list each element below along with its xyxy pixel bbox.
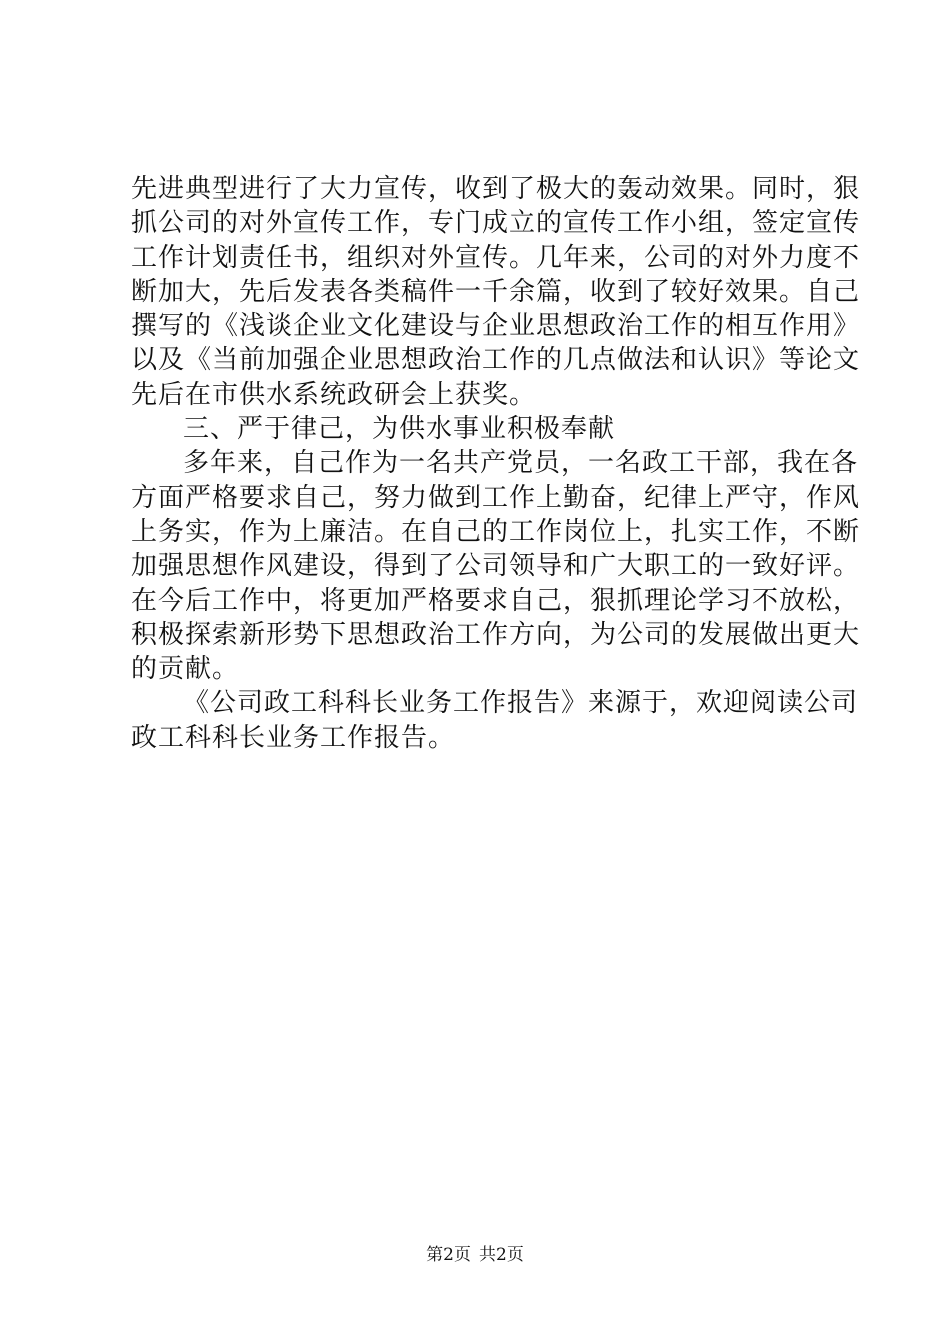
text-line: 上务实，作为上廉洁。在自己的工作岗位上，扎实工作，不断 bbox=[131, 516, 861, 547]
paragraph-source bbox=[131, 686, 859, 755]
text-line: 多年来，自己作为一名共产党员，一名政工干部，我在各 bbox=[183, 448, 859, 479]
page-footer bbox=[0, 1244, 950, 1266]
text-line: 加强思想作风建设，得到了公司领导和广大职工的一致好评。 bbox=[131, 551, 861, 582]
text-line: 先后在市供水系统政研会上获奖。 bbox=[131, 379, 537, 410]
text-line: 先进典型进行了大力宣传，收到了极大的轰动效果。同时，狠 bbox=[131, 174, 861, 204]
page-number: 第2页 bbox=[426, 1245, 471, 1265]
text-line: 的贡献。 bbox=[131, 654, 240, 685]
paragraph-self-discipline bbox=[131, 446, 861, 686]
text-line: 《公司政工科科长业务工作报告》来源于，欢迎阅读公司 bbox=[183, 688, 859, 719]
page-total: 共2页 bbox=[479, 1245, 524, 1265]
paragraph-continuation bbox=[131, 172, 861, 412]
document-body bbox=[131, 172, 861, 755]
text-line: 以及《当前加强企业思想政治工作的几点做法和认识》等论文 bbox=[131, 345, 861, 376]
text-line: 方面严格要求自己，努力做到工作上勤奋，纪律上严守，作风 bbox=[131, 482, 861, 513]
text-line: 撰写的《浅谈企业文化建设与企业思想政治工作的相互作用》 bbox=[131, 311, 861, 342]
text-line: 工作计划责任书，组织对外宣传。几年来，公司的对外力度不 bbox=[131, 242, 861, 273]
text-line: 三、严于律己，为供水事业积极奉献 bbox=[183, 414, 616, 445]
text-line: 在今后工作中，将更加严格要求自己，狠抓理论学习不放松， bbox=[131, 585, 861, 616]
text-line: 断加大，先后发表各类稿件一千余篇，收到了较好效果。自己 bbox=[131, 276, 861, 307]
text-line: 政工科科长业务工作报告。 bbox=[131, 722, 456, 753]
text-line: 抓公司的对外宣传工作，专门成立的宣传工作小组，签定宣传 bbox=[131, 208, 861, 239]
text-line: 积极探索新形势下思想政治工作方向，为公司的发展做出更大 bbox=[131, 619, 861, 650]
section-heading bbox=[131, 412, 831, 446]
